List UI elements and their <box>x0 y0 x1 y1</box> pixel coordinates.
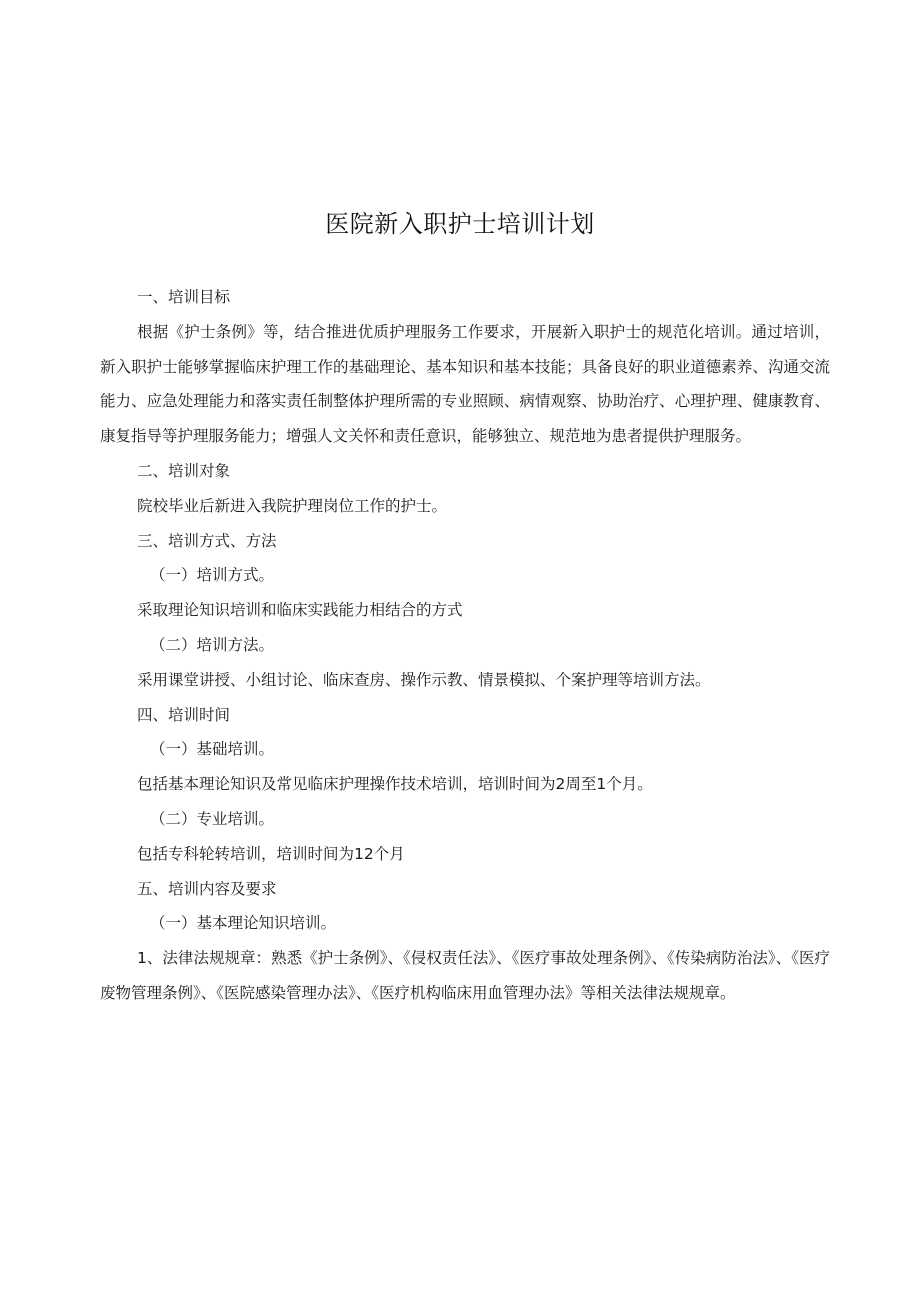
section-heading-time: 四、培训时间 <box>137 705 231 724</box>
subheading-basic-training: （一）基础培训。 <box>150 740 275 759</box>
paragraph-laws-regulations: 1、法律法规规章：熟悉《护士条例》、《侵权责任法》、《医疗事故处理条例》、《传染病防治法》、《医疗废物管理条例》、《医院感染管理办法》、《医疗机构临床用血管理办法》等相关法律法规规章。 <box>100 949 830 1002</box>
page-title: 医院新入职护士培训计划 <box>325 210 595 238</box>
section-heading-content: 五、培训内容及要求 <box>137 879 277 898</box>
subheading-specialty-training: （二）专业培训。 <box>150 809 275 828</box>
section-heading-audience: 二、培训对象 <box>137 461 231 480</box>
paragraph-method-form: 采取理论知识培训和临床实践能力相结合的方式 <box>137 601 463 620</box>
section-heading-methods: 三、培训方式、方法 <box>137 531 277 550</box>
document-body <box>100 280 830 1011</box>
paragraph-audience: 院校毕业后新进入我院护理岗位工作的护士。 <box>137 496 448 515</box>
subheading-method-approach: （二）培训方法。 <box>150 635 275 654</box>
paragraph-specialty-training: 包括专科轮转培训，培训时间为12个月 <box>137 844 405 863</box>
paragraph-method-approach: 采用课堂讲授、小组讨论、临床查房、操作示教、情景模拟、个案护理等培训方法。 <box>137 670 711 689</box>
subheading-theory-training: （一）基本理论知识培训。 <box>150 914 337 933</box>
paragraph-basic-training: 包括基本理论知识及常见临床护理操作技术培训，培训时间为2周至1个月。 <box>137 775 653 794</box>
section-heading-goals: 一、培训目标 <box>137 288 231 306</box>
paragraph-goals: 根据《护士条例》等，结合推进优质护理服务工作要求，开展新入职护士的规范化培训。通过培训，新入职护士能够掌握临床护理工作的基础理论、基本知识和基本技能；具备良好的职业道德素养、沟通交流能力、应急处理能力和落实责任制整体护理所需的专业照顾、病情观察、协助治疗、心理护理、健康教育、康复指导等护理服务能力；增强人文关怀和责任意识，能够独立、规范地为患者提供护理服务。 <box>100 322 830 446</box>
subheading-method-form: （一）培训方式。 <box>150 566 275 585</box>
